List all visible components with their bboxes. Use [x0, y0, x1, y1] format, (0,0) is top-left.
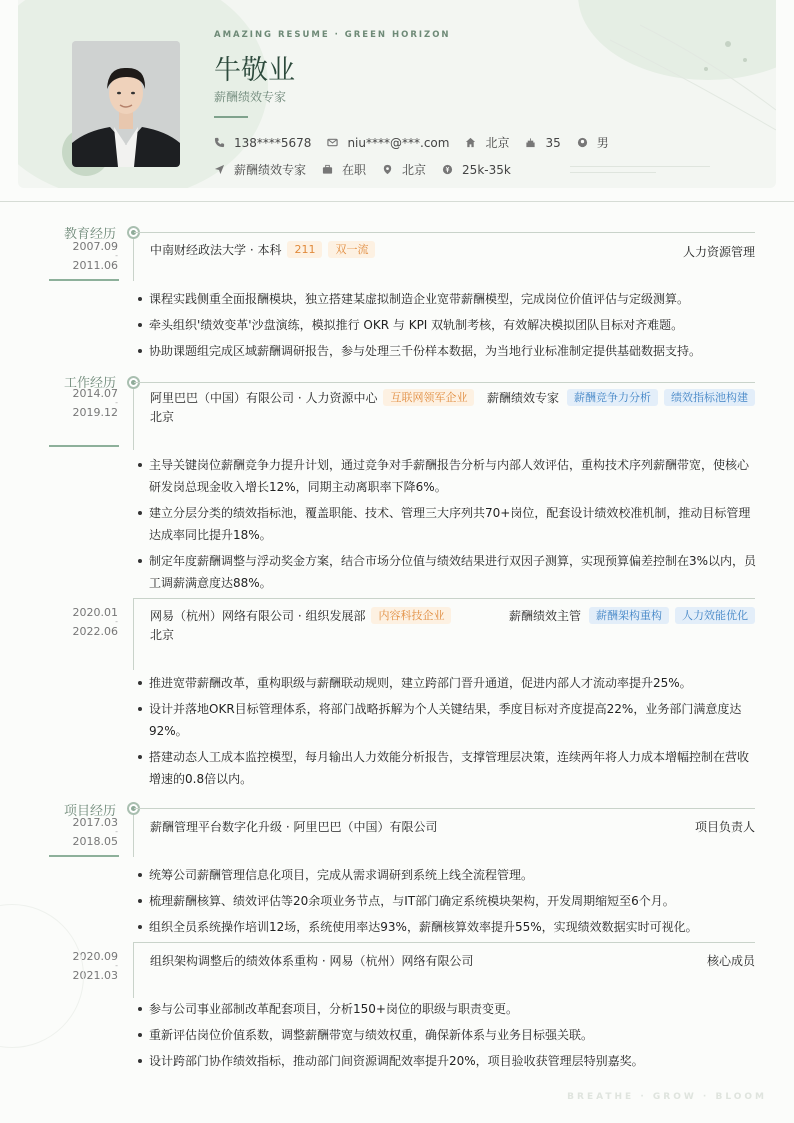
intent-row [214, 161, 527, 178]
header-divider [0, 201, 794, 202]
skill-tag: 人力效能优化 [675, 607, 755, 624]
contact-age: 35 [525, 136, 560, 150]
entry-date: 2014.07 - 2019.12 [72, 387, 118, 419]
entry-top-line [134, 598, 755, 599]
school-tag: 双一流 [328, 241, 375, 258]
list-item: 重新评估岗位价值系数，调整薪酬带宽与绩效权重，确保新体系与业务目标强关联。 [138, 1024, 758, 1046]
entry-top-line [134, 232, 755, 233]
work-entry-role: 薪酬绩效专家 薪酬竞争力分析 绩效指标池构建 [487, 389, 755, 406]
section-title-education: 教育经历 [63, 227, 116, 242]
list-item: 组织全员系统操作培训12场，系统使用率达93%，薪酬核算效率提升55%，实现绩效数据实时可视化。 [138, 916, 758, 938]
section-title-work: 工作经历 [63, 376, 116, 391]
send-icon [214, 164, 225, 175]
list-item: 课程实践侧重全面报酬模块，独立搭建某虚拟制造企业宽带薪酬模型，完成岗位价值评估与定级测算。 [138, 288, 758, 310]
skill-tag: 薪酬架构重构 [589, 607, 669, 624]
list-item: 协助课题组完成区域薪酬调研报告，参与处理三千份样本数据，为当地行业标准制定提供基础数据支持。 [138, 340, 758, 362]
profile-photo [72, 41, 180, 167]
list-item: 主导关键岗位薪酬竞争力提升计划，通过竞争对手薪酬报告分析与内部人效评估，重构技术序列薪酬带宽，使核心研发岗总现金收入增长12%，同期主动离职率下降6%。 [138, 454, 758, 498]
entry-top-line [134, 808, 755, 809]
gender-icon [577, 137, 588, 148]
resume-tagline: AMAZING RESUME · GREEN HORIZON [214, 30, 451, 40]
work-entry-location: 北京 [150, 628, 175, 642]
work-entry-location: 北京 [150, 410, 175, 424]
list-item: 制定年度薪酬调整与浮动奖金方案，结合市场分位值与绩效结果进行双因子测算，实现预算偏差控制在3%以内，员工调薪满意度达88%。 [138, 550, 758, 594]
skill-tag: 薪酬竞争力分析 [567, 389, 658, 406]
entry-date: 2007.09 - 2011.06 [72, 240, 118, 272]
contact-email: niu****@***.com [327, 136, 449, 150]
contact-phone: 138****5678 [214, 136, 311, 150]
skill-tag: 绩效指标池构建 [664, 389, 755, 406]
candidate-subtitle: 薪酬绩效专家 [214, 90, 287, 104]
entry-top-line [134, 382, 755, 383]
briefcase-icon [322, 164, 333, 175]
section-underline [49, 279, 119, 281]
intent-salary: 25k-35k [442, 163, 511, 177]
phone-icon [214, 137, 225, 148]
cake-icon [525, 137, 536, 148]
contact-row [214, 134, 625, 151]
list-item: 统筹公司薪酬管理信息化项目，完成从需求调研到系统上线全流程管理。 [138, 864, 758, 886]
decor-arcs [600, 20, 776, 140]
list-item: 搭建动态人工成本监控模型，每月输出人力效能分析报告，支撑管理层决策，连续两年将人力成本增幅控制在营收增速的0.8倍以内。 [138, 746, 758, 790]
list-item: 建立分层分类的绩效指标池，覆盖职能、技术、管理三大序列共70+岗位，配套设计绩效校准机制，推动目标管理达成率同比提升18%。 [138, 502, 758, 546]
project-entry-role: 项目负责人 [694, 820, 755, 834]
timeline-line [133, 815, 134, 857]
list-item: 设计并落地OKR目标管理体系，将部门战略拆解为个人关键结果，季度目标对齐度提高22%，业务部门满意度达92%。 [138, 698, 758, 742]
project-entry-role: 核心成员 [706, 954, 755, 968]
decor-line [570, 172, 656, 173]
entry-date: 2017.03 - 2018.05 [72, 816, 118, 848]
work-entry-role: 薪酬绩效主管 薪酬架构重构 人力效能优化 [509, 607, 755, 624]
home-icon [465, 137, 476, 148]
timeline-line [133, 598, 134, 670]
project-entry-title: 组织架构调整后的绩效体系重构 · 网易（杭州）网络有限公司 [150, 954, 474, 968]
entry-date: 2020.09 - 2021.03 [72, 950, 118, 982]
list-item: 梳理薪酬核算、绩效评估等20余项业务节点，与IT部门确定系统模块架构，开发周期缩短至6个月。 [138, 890, 758, 912]
candidate-name: 牛敬业 [214, 55, 295, 86]
school-tag: 211 [287, 241, 322, 258]
list-item: 牵头组织'绩效变革'沙盘演练，模拟推行 OKR 与 KPI 双轨制考核，有效解决模拟团队目标对齐难题。 [138, 314, 758, 336]
location-pin-icon [382, 164, 393, 175]
timeline-line [133, 389, 134, 450]
list-item: 设计跨部门协作绩效指标，推动部门间资源调配效率提升20%，项目验收获管理层特别嘉奖。 [138, 1050, 758, 1072]
section-underline [49, 855, 119, 857]
decor-circle [0, 904, 84, 1048]
education-major: 人力资源管理 [682, 245, 755, 259]
company-tag: 内容科技企业 [371, 607, 451, 624]
money-icon [442, 164, 453, 175]
work-entry-title: 网易（杭州）网络有限公司 · 组织发展部 内容科技企业 [150, 607, 451, 624]
intent-status: 在职 [322, 161, 366, 178]
contact-home: 北京 [465, 134, 509, 151]
footer-motto: BREATHE · GROW · BLOOM [567, 1092, 767, 1102]
name-underline [214, 116, 248, 118]
timeline-line [133, 239, 134, 281]
decor-line [570, 166, 710, 167]
entry-top-line [134, 942, 755, 943]
list-item: 参与公司事业部制改革配套项目，分析150+岗位的职级与职责变更。 [138, 998, 758, 1020]
work-entry-title: 阿里巴巴（中国）有限公司 · 人力资源中心 互联网领军企业 [150, 389, 474, 406]
timeline-line [133, 942, 134, 998]
section-title-projects: 项目经历 [63, 804, 116, 819]
entry-date: 2020.01 - 2022.06 [72, 606, 118, 638]
intent-city: 北京 [382, 161, 426, 178]
email-icon [327, 137, 338, 148]
education-entry-title: 中南财经政法大学 · 本科 211 双一流 [150, 241, 375, 258]
company-tag: 互联网领军企业 [383, 389, 474, 406]
list-item: 推进宽带薪酬改革，重构职级与薪酬联动规则，建立跨部门晋升通道，促进内部人才流动率提升25%。 [138, 672, 758, 694]
project-entry-title: 薪酬管理平台数字化升级 · 阿里巴巴（中国）有限公司 [150, 820, 438, 834]
intent-position: 薪酬绩效专家 [214, 161, 306, 178]
contact-gender: 男 [577, 134, 609, 151]
section-underline [49, 445, 119, 447]
